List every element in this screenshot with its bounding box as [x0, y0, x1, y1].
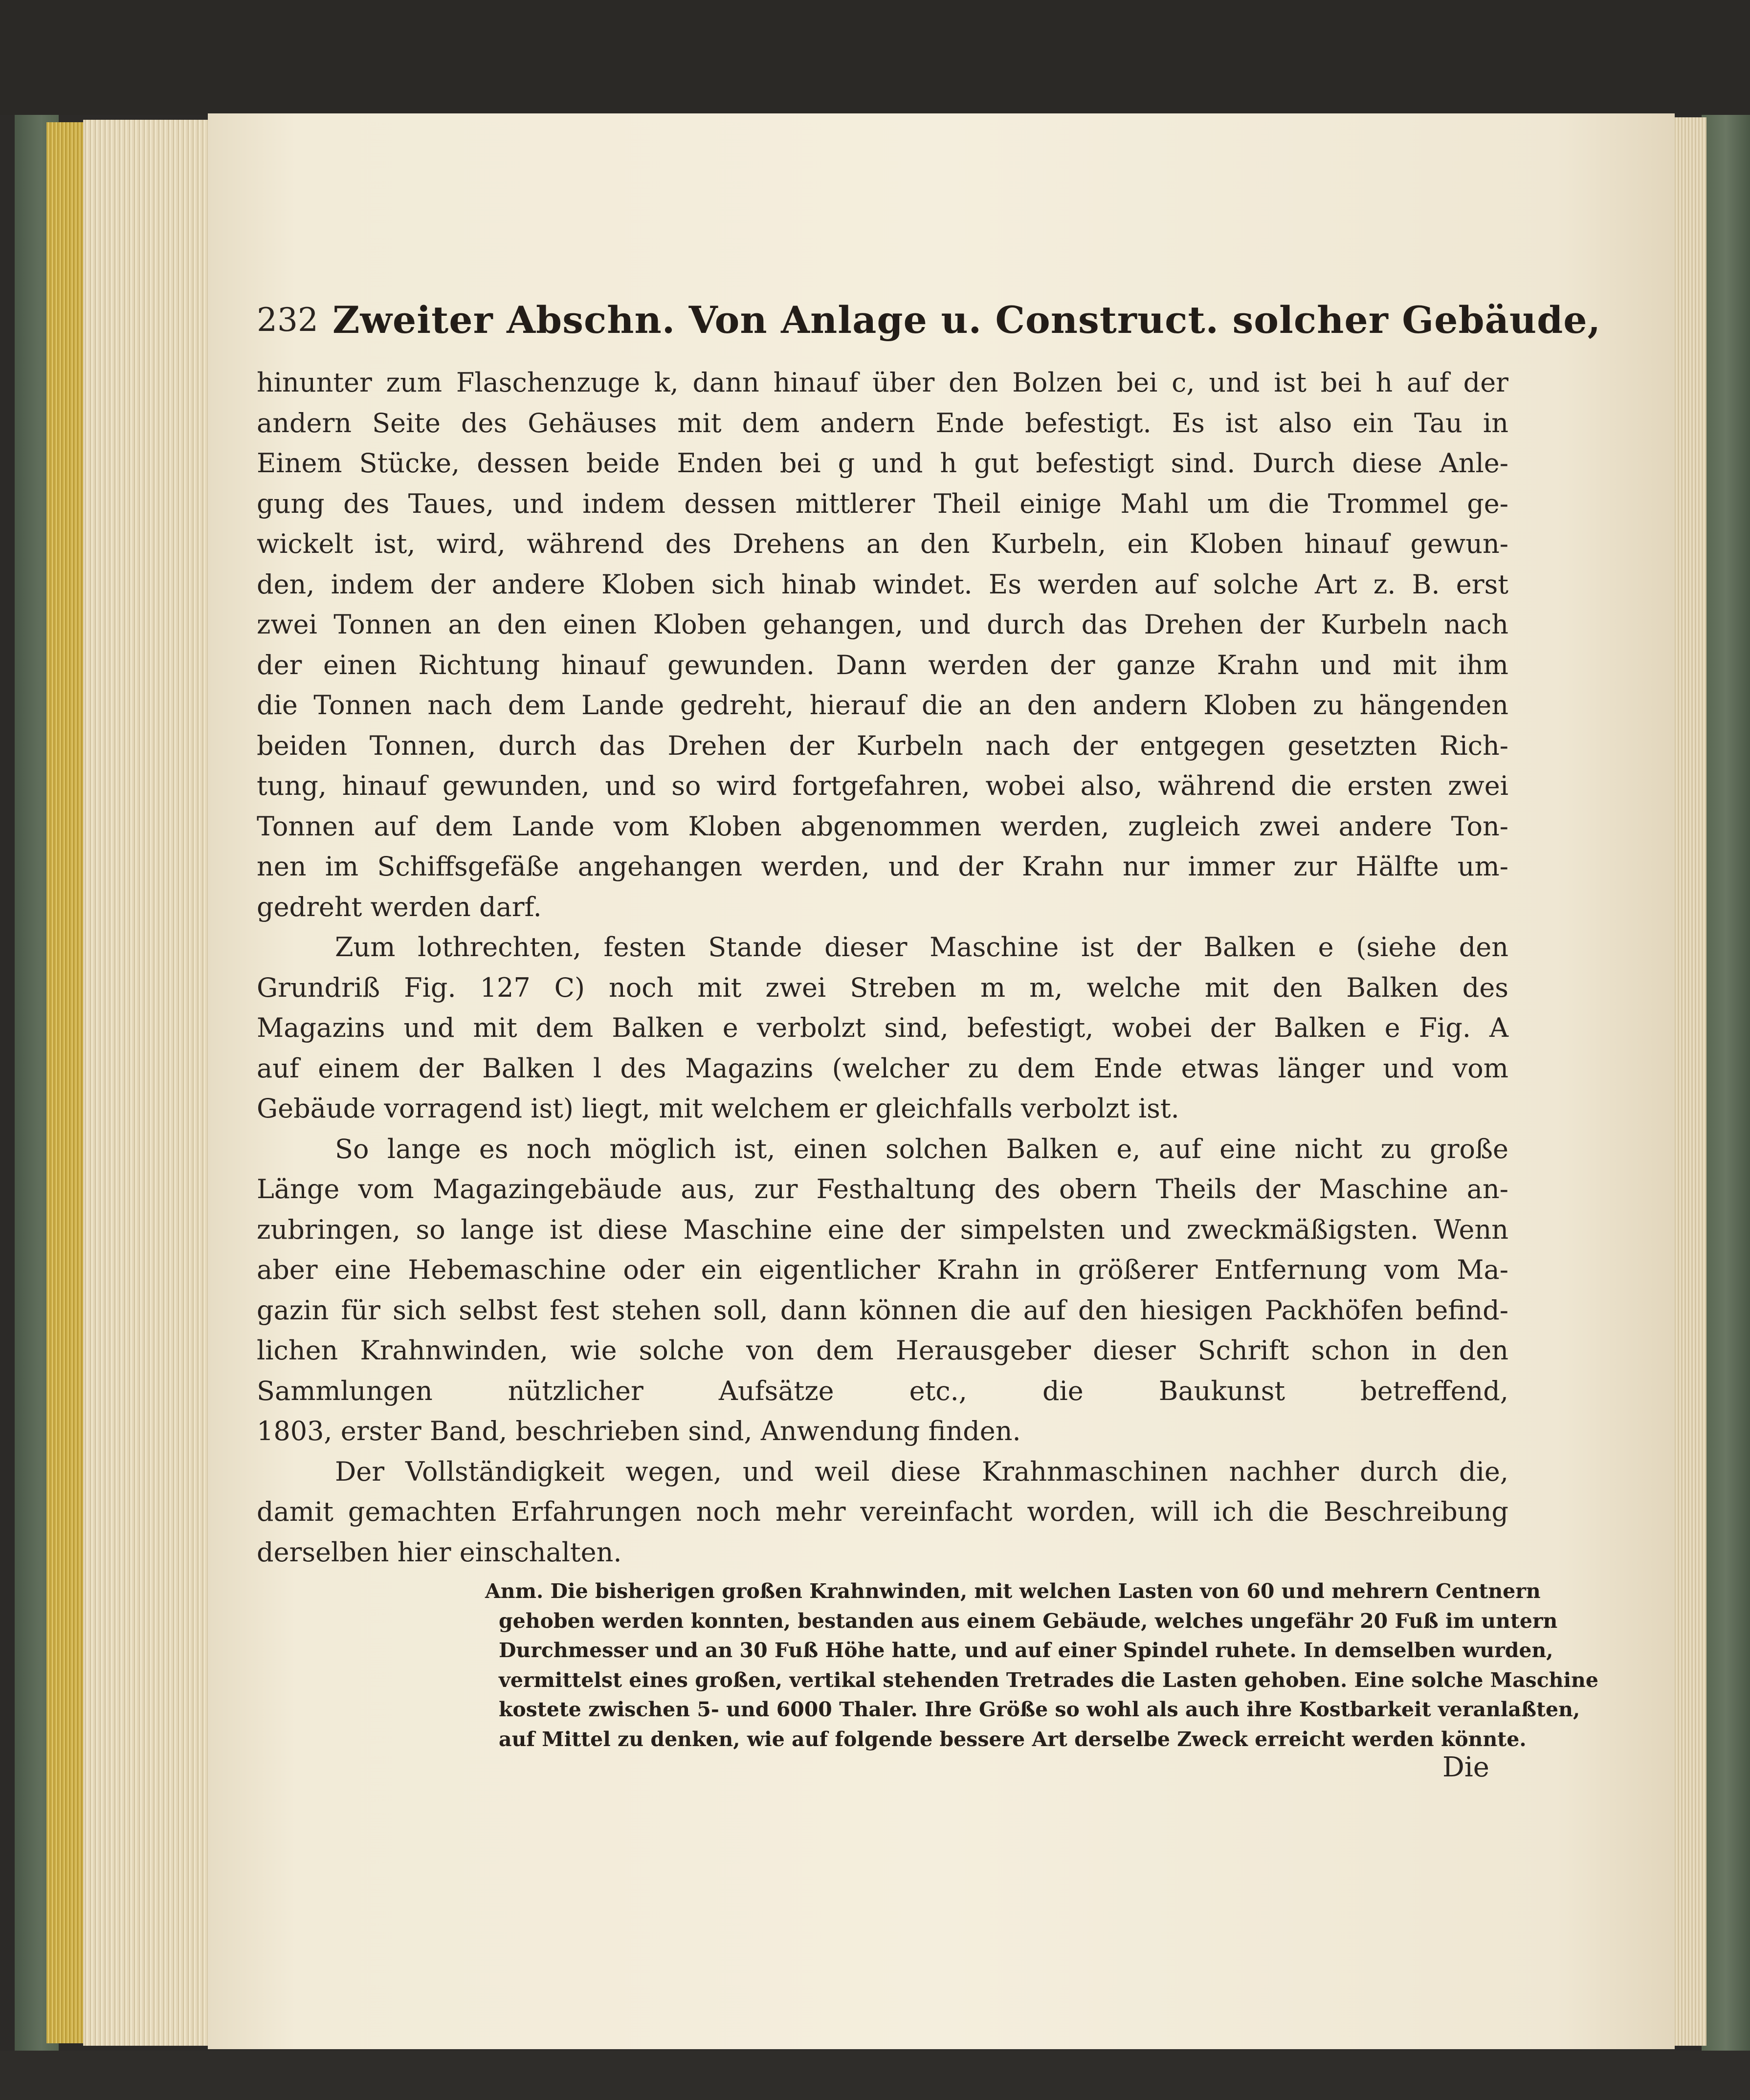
- text-line: gazin für sich selbst fest stehen soll, dann können die auf den hiesigen Packhöfen befind-: [257, 1294, 1508, 1326]
- text-line: aber eine Hebemaschine oder ein eigentlicher Krahn in größerer Entfernung vom Ma-: [257, 1254, 1508, 1285]
- footnote-line: vermittelst eines großen, vertikal stehenden Tretrades die Lasten gehoben. Eine solche Maschine: [499, 1668, 1598, 1692]
- text-line: zubringen, so lange ist diese Maschine eine der simpelsten und zweckmäßigsten. Wenn: [257, 1214, 1508, 1245]
- text-line: andern Seite des Gehäuses mit dem andern Ende befestigt. Es ist also ein Tau in: [257, 407, 1508, 438]
- page-number: 232: [257, 301, 318, 339]
- footnote-line: Anm. Die bisherigen großen Krahnwinden, mit welchen Lasten von 60 und mehrern Centnern: [485, 1579, 1541, 1603]
- page-stack-right: [1672, 117, 1706, 2046]
- text-line: nen im Schiffsgefäße angehangen werden, und der Krahn nur immer zur Hälfte um-: [257, 851, 1508, 882]
- text-line: zwei Tonnen an den einen Kloben gehangen, und durch das Drehen der Kurbeln nach: [257, 609, 1508, 640]
- footnote-line: gehoben werden konnten, bestanden aus einem Gebäude, welches ungefähr 20 Fuß im untern: [499, 1609, 1558, 1633]
- paragraph: [257, 363, 1508, 927]
- text-line: Tonnen auf dem Lande vom Kloben abgenommen werden, zugleich zwei andere Ton-: [257, 810, 1508, 842]
- page-header: [257, 293, 1601, 347]
- book-cover-right: [1702, 115, 1750, 2051]
- text-line: wickelt ist, wird, während des Drehens an den Kurbeln, ein Kloben hinauf gewun-: [257, 528, 1508, 559]
- text-line: lichen Krahnwinden, wie solche von dem Herausgeber dieser Schrift schon in den: [257, 1335, 1508, 1366]
- text-line: So lange es noch möglich ist, einen solchen Balken e, auf eine nicht zu große: [335, 1133, 1508, 1164]
- scan-background-bottom: [0, 2051, 1750, 2100]
- footnote-line: kostete zwischen 5- und 6000 Thaler. Ihre Größe so wohl als auch ihre Kostbarkeit veranlaßten,: [499, 1698, 1580, 1721]
- text-line: Grundriß Fig. 127 C) noch mit zwei Streben m m, welche mit den Balken des: [257, 972, 1508, 1003]
- text-line: hinunter zum Flaschenzuge k, dann hinauf über den Bolzen bei c, und ist bei h auf der: [257, 367, 1508, 398]
- footnote-line: Durchmesser und an 30 Fuß Höhe hatte, und auf einer Spindel ruhete. In demselben wurden,: [499, 1639, 1553, 1662]
- text-line: der einen Richtung hinauf gewunden. Dann werden der ganze Krahn und mit ihm: [257, 649, 1508, 680]
- text-line: Zum lothrechten, festen Stande dieser Maschine ist der Balken e (siehe den: [335, 932, 1508, 962]
- text-line: gedreht werden darf.: [257, 891, 542, 922]
- text-line: derselben hier einschalten.: [257, 1536, 622, 1568]
- text-line: Einem Stücke, dessen beide Enden bei g und h gut befestigt sind. Durch diese Anle-: [257, 448, 1508, 479]
- text-line: auf einem der Balken l des Magazins (welcher zu dem Ende etwas länger und vom: [257, 1052, 1508, 1084]
- text-line: damit gemachten Erfahrungen noch mehr vereinfacht worden, will ich die Beschreibung: [257, 1496, 1508, 1527]
- text-line: Gebäude vorragend ist) liegt, mit welchem er gleichfalls verbolzt ist.: [257, 1093, 1179, 1124]
- scan-background-top: [0, 0, 1750, 115]
- text-line: Sammlungen nützlicher Aufsätze etc., die Baukunst betreffend,: [257, 1375, 1508, 1406]
- text-line: Der Vollständigkeit wegen, und weil diese Krahnmaschinen nachher durch die,: [335, 1456, 1508, 1487]
- text-line: tung, hinauf gewunden, und so wird fortgefahren, wobei also, während die ersten zwei: [257, 770, 1508, 801]
- body-text: [257, 363, 1508, 1573]
- running-head: Zweiter Abschn. Von Anlage u. Construct. solcher Gebäude,: [332, 298, 1601, 342]
- text-line: Magazins und mit dem Balken e verbolzt sind, befestigt, wobei der Balken e Fig. A: [257, 1012, 1508, 1043]
- text-line: gung des Taues, und indem dessen mittlerer Theil einige Mahl um die Trommel ge-: [257, 488, 1508, 519]
- text-line: beiden Tonnen, durch das Drehen der Kurbeln nach der entgegen gesetzten Rich-: [257, 730, 1508, 761]
- gilt-page-edge: [46, 122, 83, 2043]
- text-line: die Tonnen nach dem Lande gedreht, hierauf die an den andern Kloben zu hängenden: [257, 690, 1508, 721]
- footnote: [485, 1576, 1598, 1754]
- paragraph: [257, 927, 1508, 1129]
- paragraph: [257, 1452, 1508, 1573]
- text-line: Länge vom Magazingebäude aus, zur Festhaltung des obern Theils der Maschine an-: [257, 1174, 1508, 1204]
- text-line: den, indem der andere Kloben sich hinab windet. Es werden auf solche Art z. B. erst: [257, 569, 1508, 600]
- footnote-line: auf Mittel zu denken, wie auf folgende bessere Art derselbe Zweck erreicht werden könnte.: [499, 1727, 1527, 1751]
- catchword: Die: [1442, 1751, 1489, 1783]
- text-line: 1803, erster Band, beschrieben sind, Anwendung finden.: [257, 1416, 1021, 1446]
- paragraph: [257, 1129, 1508, 1452]
- page-stack-left: [83, 120, 208, 2046]
